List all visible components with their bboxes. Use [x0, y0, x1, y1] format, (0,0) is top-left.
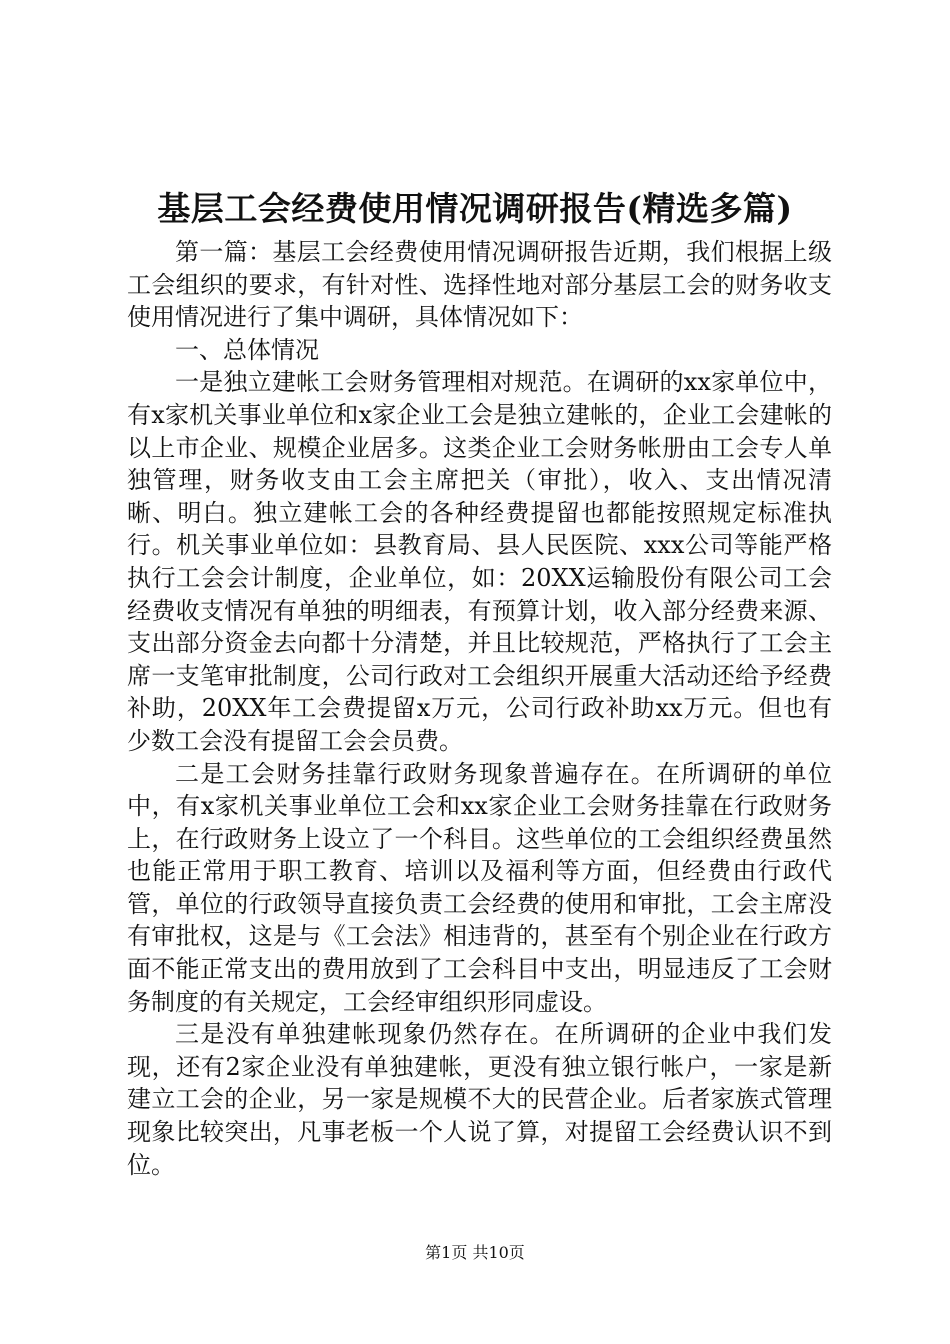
paragraph-point-three: 三是没有单独建帐现象仍然存在。在所调研的企业中我们发现，还有2家企业没有单独建帐，更没有独立银行帐户，一家是新建立工会的企业，另一家是规模不大的民营企业。后者家族式管理现象比较突出，凡事老板一个人说了算，对提留工会经费认识不到位。	[127, 1020, 832, 1179]
document-title: 基层工会经费使用情况调研报告(精选多篇)	[157, 189, 793, 228]
paragraph-point-two: 二是工会财务挂靠行政财务现象普遍存在。在所调研的单位中，有x家机关事业单位工会和xx家企业工会财务挂靠在行政财务上，在行政财务上设立了一个科目。这些单位的工会组织经费虽然也能正常用于职工教育、培训以及福利等方面，但经费由行政代管，单位的行政领导直接负责工会经费的使用和审批，工会主席没有审批权，这是与《工会法》相违背的，甚至有个别企业在行政方面不能正常支出的费用放到了工会科目中支出，明显违反了工会财务制度的有关规定，工会经审组织形同虚设。	[127, 759, 832, 1016]
document-body	[127, 236, 832, 1181]
paragraph-point-one: 一是独立建帐工会财务管理相对规范。在调研的xx家单位中，有x家机关事业单位和x家企业工会是独立建帐的，企业工会建帐的以上市企业、规模企业居多。这类企业工会财务帐册由工会专人单独管理，财务收支由工会主席把关（审批），收入、支出情况清晰、明白。独立建帐工会的各种经费提留也都能按照规定标准执行。机关事业单位如：县教育局、县人民医院、xxx公司等能严格执行工会会计制度，企业单位，如：20XX运输股份有限公司工会经费收支情况有单独的明细表，有预算计划，收入部分经费来源、支出部分资金去向都十分清楚，并且比较规范，严格执行了工会主席一支笔审批制度，公司行政对工会组织开展重大活动还给予经费补助，20XX年工会费提留x万元，公司行政补助xx万元。但也有少数工会没有提留工会会员费。	[127, 368, 832, 755]
page-number-footer: 第1页 共10页	[425, 1243, 525, 1262]
paragraph-intro: 第一篇：基层工会经费使用情况调研报告近期，我们根据上级工会组织的要求，有针对性、选择性地对部分基层工会的财务收支使用情况进行了集中调研，具体情况如下：	[127, 238, 832, 332]
section-heading-overview: 一、总体情况	[175, 335, 319, 364]
